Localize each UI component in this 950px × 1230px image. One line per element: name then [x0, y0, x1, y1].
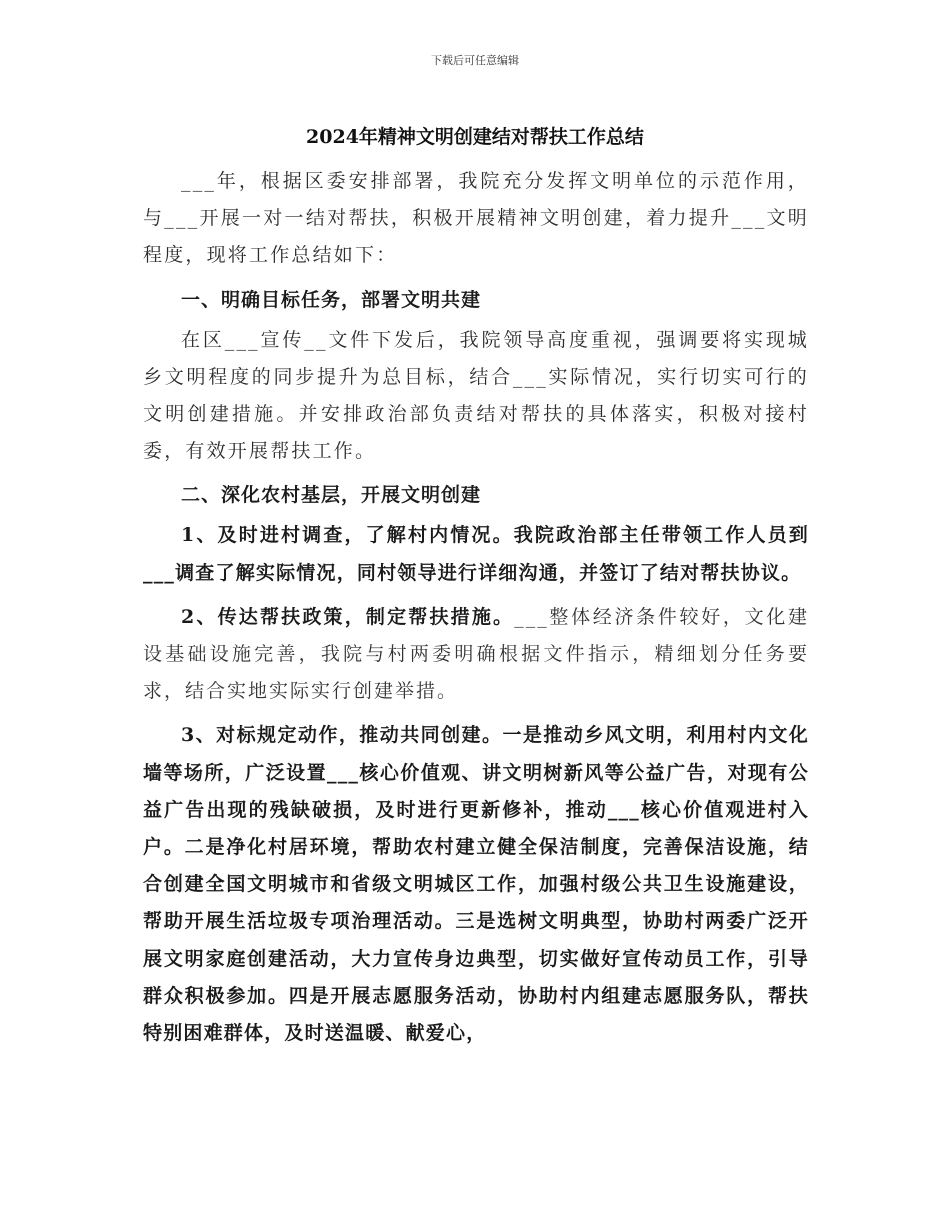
- header-note: 下载后可任意编辑: [431, 54, 519, 67]
- section2-item1: 1、及时进村调查，了解村内情况。我院政治部主任带领工作人员到___调查了解实际情况，同村领导进行详细沟通，并签订了结对帮扶协议。: [143, 524, 809, 584]
- section1-paragraph: 在区___宣传__文件下发后，我院领导高度重视，强调要将实现城乡文明程度的同步提升为总目标，结合___实际情况，实行切实可行的文明创建措施。并安排政治部负责结对帮扶的具体落实，积极对接村委，有效开展帮扶工作。: [143, 328, 809, 463]
- section2-item2: [143, 599, 809, 711]
- section2-item2-rest: ___整体经济条件较好，文化建设基础设施完善，我院与村两委明确根据文件指示，精细划分任务要求，结合实地实际实行创建举措。: [143, 605, 809, 703]
- section2-heading: 二、深化农村基层，开展文明创建: [181, 484, 482, 507]
- intro-paragraph: ___年，根据区委安排部署，我院充分发挥文明单位的示范作用，与___开展一对一结对帮扶，积极开展精神文明创建，着力提升___文明程度，现将工作总结如下：: [143, 170, 809, 267]
- section2-item3: 3、对标规定动作，推动共同创建。一是推动乡风文明，利用村内文化墙等场所，广泛设置___核心价值观、讲文明树新风等公益广告，对现有公益广告出现的残缺破损，及时进行更新修补，推动___核心价值观进村入户。二是净化村居环境，帮助农村建立健全保洁制度，完善保洁设施，结合创建全国文明城市和省级文明城区工作，加强村级公共卫生设施建设，帮助开展生活垃圾专项治理活动。三是选树文明典型，协助村两委广泛开展文明家庭创建活动，大力宣传身边典型，切实做好宣传动员工作，引导群众积极参加。四是开展志愿服务活动，协助村内组建志愿服务队，帮扶特别困难群体，及时送温暖、献爱心，: [143, 724, 809, 1045]
- document-title: 2024年精神文明创建结对帮扶工作总结: [306, 126, 644, 148]
- section2-item2-lead: 2、传达帮扶政策，制定帮扶措施。: [181, 605, 515, 628]
- document-body: [143, 163, 809, 1059]
- section1-heading: 一、明确目标任务，部署文明共建: [181, 288, 482, 311]
